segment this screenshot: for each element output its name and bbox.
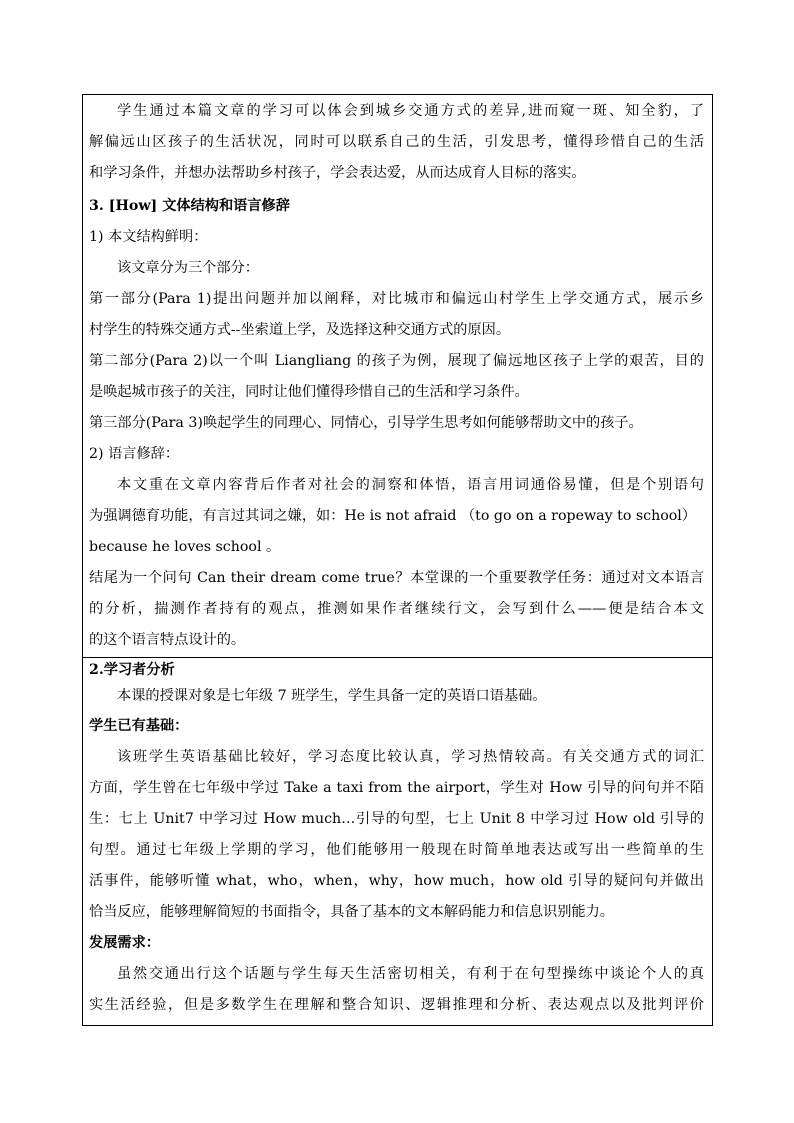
basis-line-1: 该班学生英语基础比较好，学习态度比较认真，学习热情较高。有关交通方式的词汇 xyxy=(117,749,704,765)
basis-heading: 学生已有基础： xyxy=(89,718,189,734)
rhetoric-subheading: 2) 语言修辞： xyxy=(89,446,180,462)
needs-line-1: 虽然交通出行这个话题与学生每天生活密切相关，有利于在句型操练中谈论个人的真 xyxy=(117,966,704,982)
learner-heading: 2.学习者分析 xyxy=(89,662,175,678)
rhetoric-line-2: 为强调德育功能，有言过其词之嫌，如：He is not afraid （to go on a ropeway to school） xyxy=(89,508,697,524)
how-heading: 3. [How] 文体结构和语言修辞 xyxy=(89,198,290,214)
structure-subheading: 1) 本文结构鲜明： xyxy=(89,229,208,245)
ending-line-2: 的分析，揣测作者持有的观点，推测如果作者继续行文，会写到什么——便是结合本文 xyxy=(89,601,704,617)
basis-line-3: 生：七上 Unit7 中学习过 How much…引导的句型，七上 Unit 8 中学习过 How old 引导的 xyxy=(89,811,704,827)
intro-line-3: 和学习条件，并想办法帮助乡村孩子，学会表达爱，从而达成育人目标的落实。 xyxy=(89,165,586,181)
part1-line-2: 村学生的特殊交通方式--坐索道上学，及选择这种交通方式的原因。 xyxy=(89,322,511,338)
text-analysis-cell xyxy=(83,95,712,658)
part1-line-1: 第一部分(Para 1)提出问题并加以阐释，对比城市和偏远山村学生上学交通方式，展示乡 xyxy=(89,291,704,307)
needs-heading: 发展需求： xyxy=(89,935,160,951)
part2-line-2: 是唤起城市孩子的关注，同时让他们懂得珍惜自己的生活和学习条件。 xyxy=(89,384,529,400)
needs-line-2: 实生活经验，但是多数学生在理解和整合知识、逻辑推理和分析、表达观点以及批判评价 xyxy=(89,997,704,1013)
learner-analysis-cell xyxy=(83,659,712,1025)
rhetoric-line-3: because he loves school 。 xyxy=(89,539,281,555)
part2-line-1: 第二部分(Para 2)以一个叫 Liangliang 的孩子为例，展现了偏远地区孩子上学的艰苦，目的 xyxy=(89,353,704,369)
learner-intro: 本课的授课对象是七年级 7 班学生，学生具备一定的英语口语基础。 xyxy=(117,688,547,704)
basis-line-4: 句型。通过七年级上学期的学习，他们能够用一般现在时简单地表达或写出一些简单的生 xyxy=(89,842,704,858)
lesson-plan-table xyxy=(82,94,713,1026)
rhetoric-line-1: 本文重在文章内容背后作者对社会的洞察和体悟，语言用词通俗易懂，但是个别语句 xyxy=(117,477,704,493)
ending-line-1: 结尾为一个问句 Can their dream come true？本堂课的一个重要教学任务：通过对文本语言 xyxy=(89,570,704,586)
basis-line-6: 恰当反应，能够理解简短的书面指令，具备了基本的文本解码能力和信息识别能力。 xyxy=(89,904,614,920)
intro-line-1: 学生通过本篇文章的学习可以体会到城乡交通方式的差异,进而窥一斑、知全豹，了 xyxy=(117,103,704,119)
ending-line-3: 的这个语言特点设计的。 xyxy=(89,632,246,648)
basis-line-5: 活事件，能够听懂 what，who，when，why，how much，how old 引导的疑问句并做出 xyxy=(89,873,704,889)
intro-line-2: 解偏远山区孩子的生活状况，同时可以联系自己的生活，引发思考，懂得珍惜自己的生活 xyxy=(89,134,704,150)
basis-line-2: 方面，学生曾在七年级中学过 Take a taxi from the airport，学生对 How 引导的问句并不陌 xyxy=(89,780,704,796)
structure-intro: 该文章分为三个部分： xyxy=(117,260,259,276)
part3-line: 第三部分(Para 3)唤起学生的同理心、同情心，引导学生思考如何能够帮助文中的孩子。 xyxy=(89,415,643,431)
